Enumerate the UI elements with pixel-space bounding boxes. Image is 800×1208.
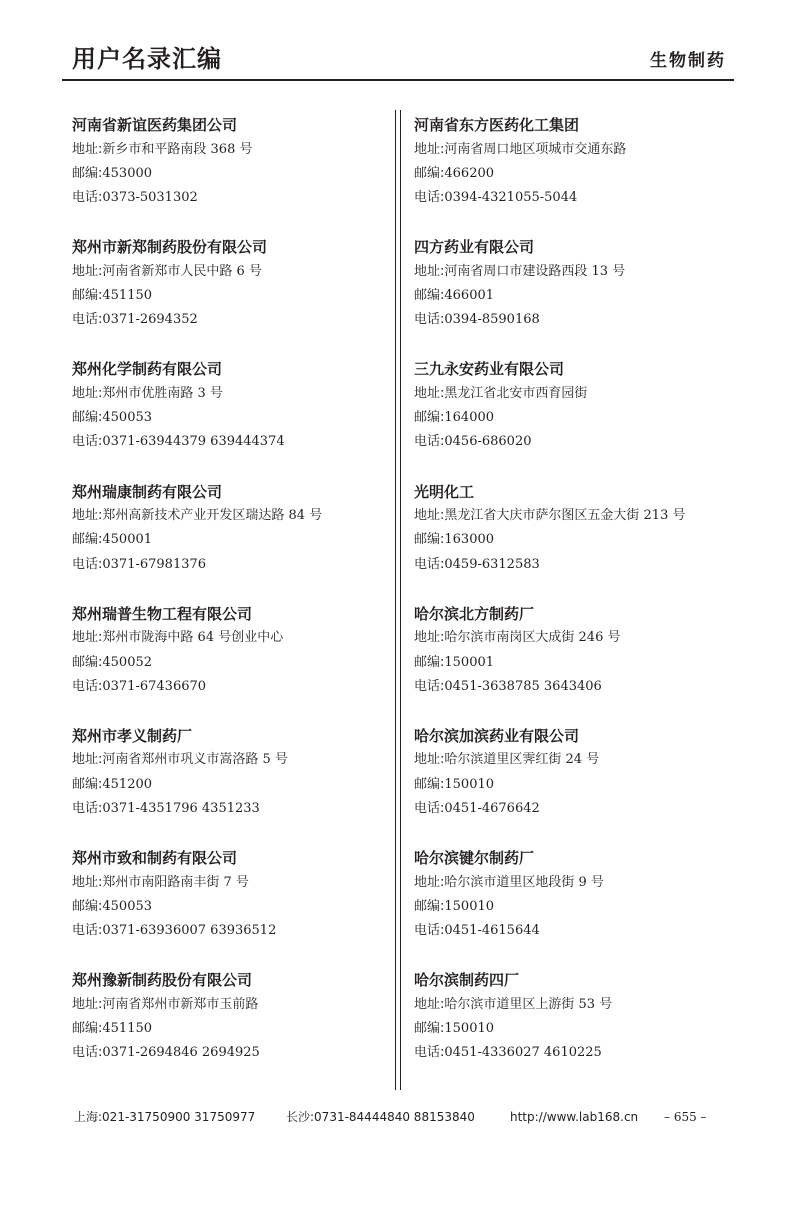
phone-line [72, 430, 392, 454]
postcode-value: 466001 [444, 287, 495, 303]
phone-line [414, 1041, 734, 1065]
page-number: – 655 – [664, 1110, 707, 1124]
postcode-label: 邮编: [72, 654, 103, 670]
address-label: 地址: [414, 141, 445, 157]
address-line [414, 382, 734, 406]
postcode-value: 450052 [102, 654, 153, 670]
phone-label: 电话: [414, 190, 445, 206]
phone-line [72, 797, 392, 821]
postcode-label: 邮编: [414, 898, 445, 914]
company-name: 哈尔滨键尔制药厂 [414, 849, 535, 868]
postcode-line [414, 895, 734, 919]
postcode-value: 164000 [444, 410, 495, 426]
address-value: 郑州市南阳路南丰街 7 号 [102, 874, 249, 890]
phone-label: 电话: [72, 923, 103, 939]
address-value: 河南省周口市建设路西段 13 号 [444, 263, 626, 279]
phone-label: 电话: [72, 1045, 103, 1061]
postcode-label: 邮编: [414, 410, 445, 426]
phone-label: 电话: [414, 434, 445, 450]
postcode-line [414, 284, 734, 308]
address-value: 哈尔滨市道里区上游街 53 号 [444, 996, 613, 1012]
postcode-label: 邮编: [414, 654, 445, 670]
address-label: 地址: [72, 385, 103, 401]
postcode-line [72, 773, 392, 797]
phone-line [72, 553, 392, 577]
address-label: 地址: [72, 263, 103, 279]
postcode-label: 邮编: [72, 776, 103, 792]
postcode-line [414, 406, 734, 430]
phone-value: 0394-8590168 [444, 312, 540, 328]
postcode-label: 邮编: [414, 532, 445, 548]
address-label: 地址: [414, 874, 445, 890]
phone-line [414, 430, 734, 454]
postcode-label: 邮编: [72, 165, 103, 181]
phone-value: 0373-5031302 [102, 190, 198, 206]
phone-line [72, 675, 392, 699]
address-line [72, 626, 392, 650]
phone-label: 电话: [414, 1045, 445, 1061]
postcode-line [72, 1017, 392, 1041]
address-label: 地址: [72, 996, 103, 1012]
company-name: 郑州化学制药有限公司 [72, 360, 223, 379]
footer-website-link[interactable]: http://www.lab168.cn [510, 1110, 639, 1124]
postcode-value: 450053 [102, 410, 153, 426]
column-divider [395, 110, 396, 1090]
phone-value: 0451-4615644 [444, 923, 540, 939]
phone-line [72, 1041, 392, 1065]
postcode-value: 451200 [102, 776, 153, 792]
address-line [414, 504, 734, 528]
company-entry [72, 480, 392, 602]
company-name: 光明化工 [414, 482, 475, 501]
address-value: 郑州高新技术产业开发区瑞达路 84 号 [102, 508, 323, 524]
phone-label: 电话: [414, 678, 445, 694]
phone-label: 电话: [72, 678, 103, 694]
company-name: 四方药业有限公司 [414, 238, 535, 257]
address-value: 郑州市陇海中路 64 号创业中心 [102, 630, 284, 646]
company-entry [414, 480, 734, 602]
phone-value: 0451-3638785 3643406 [444, 678, 602, 694]
postcode-value: 450053 [102, 898, 153, 914]
postcode-value: 150010 [444, 1021, 495, 1037]
postcode-label: 邮编: [72, 532, 103, 548]
address-line [414, 748, 734, 772]
company-name: 哈尔滨制药四厂 [414, 971, 520, 990]
address-line [72, 138, 392, 162]
phone-label: 电话: [414, 312, 445, 328]
postcode-value: 453000 [102, 165, 153, 181]
company-entry [72, 113, 392, 235]
company-name: 哈尔滨加滨药业有限公司 [414, 726, 580, 745]
company-entry [72, 357, 392, 479]
postcode-label: 邮编: [414, 776, 445, 792]
postcode-label: 邮编: [72, 1021, 103, 1037]
phone-value: 0394-4321055-5044 [444, 190, 578, 206]
company-entry [72, 846, 392, 968]
company-entry [414, 602, 734, 724]
address-line [72, 871, 392, 895]
postcode-value: 451150 [102, 1021, 153, 1037]
phone-value: 0371-2694846 2694925 [102, 1045, 260, 1061]
address-value: 黑龙江省大庆市萨尔图区五金大街 213 号 [444, 508, 686, 524]
postcode-value: 163000 [444, 532, 495, 548]
postcode-value: 150010 [444, 898, 495, 914]
postcode-value: 466200 [444, 165, 495, 181]
address-line [72, 993, 392, 1017]
phone-value: 0371-67981376 [102, 556, 207, 572]
phone-label: 电话: [414, 923, 445, 939]
phone-line [72, 919, 392, 943]
phone-value: 0456-686020 [444, 434, 532, 450]
postcode-value: 150010 [444, 776, 495, 792]
company-entry [72, 602, 392, 724]
postcode-label: 邮编: [414, 287, 445, 303]
postcode-line [414, 1017, 734, 1041]
header-rule [62, 79, 734, 81]
phone-label: 电话: [414, 801, 445, 817]
postcode-line [72, 406, 392, 430]
address-value: 新乡市和平路南段 368 号 [102, 141, 253, 157]
company-name: 郑州市孝义制药厂 [72, 726, 193, 745]
company-entry [414, 968, 734, 1090]
phone-value: 0371-63936007 63936512 [102, 923, 277, 939]
footer-shanghai-contact: 上海:021-31750900 31750977 [74, 1110, 256, 1124]
right-column [414, 113, 734, 1091]
phone-label: 电话: [72, 434, 103, 450]
phone-line [72, 186, 392, 210]
company-entry [414, 113, 734, 235]
phone-line [414, 186, 734, 210]
postcode-line [72, 895, 392, 919]
phone-label: 电话: [72, 312, 103, 328]
phone-line [414, 308, 734, 332]
company-entry [72, 235, 392, 357]
address-value: 哈尔滨道里区霁红街 24 号 [444, 752, 600, 768]
company-entry [414, 235, 734, 357]
postcode-label: 邮编: [414, 165, 445, 181]
company-entry [414, 846, 734, 968]
company-name: 河南省东方医药化工集团 [414, 116, 580, 134]
phone-line [414, 553, 734, 577]
address-label: 地址: [414, 385, 445, 401]
address-label: 地址: [414, 996, 445, 1012]
phone-label: 电话: [414, 556, 445, 572]
address-line [414, 626, 734, 650]
company-name: 郑州豫新制药股份有限公司 [72, 971, 253, 990]
postcode-line [72, 651, 392, 675]
address-value: 哈尔滨市道里区地段街 9 号 [444, 874, 604, 890]
phone-line [414, 797, 734, 821]
address-label: 地址: [414, 263, 445, 279]
address-value: 黑龙江省北安市西育园街 [444, 385, 588, 401]
section-title: 生物制药 [650, 51, 726, 71]
phone-label: 电话: [72, 556, 103, 572]
phone-value: 0371-67436670 [102, 678, 207, 694]
left-column [72, 113, 392, 1091]
postcode-line [414, 651, 734, 675]
address-label: 地址: [72, 630, 103, 646]
company-entry [414, 357, 734, 479]
phone-line [72, 308, 392, 332]
company-name: 郑州市致和制药有限公司 [72, 849, 238, 868]
postcode-line [72, 284, 392, 308]
phone-line [414, 919, 734, 943]
postcode-value: 150001 [444, 654, 495, 670]
company-name: 郑州瑞康制药有限公司 [72, 482, 223, 501]
address-line [414, 993, 734, 1017]
phone-label: 电话: [72, 190, 103, 206]
phone-value: 0459-6312583 [444, 556, 540, 572]
postcode-label: 邮编: [72, 898, 103, 914]
address-line [72, 748, 392, 772]
company-entry [414, 724, 734, 846]
address-label: 地址: [72, 141, 103, 157]
phone-value: 0451-4336027 4610225 [444, 1045, 602, 1061]
postcode-label: 邮编: [72, 410, 103, 426]
company-name: 郑州瑞普生物工程有限公司 [72, 604, 253, 623]
address-value: 河南省新郑市人民中路 6 号 [102, 263, 262, 279]
company-entry [72, 724, 392, 846]
address-value: 郑州市优胜南路 3 号 [102, 385, 223, 401]
address-label: 地址: [414, 752, 445, 768]
company-entry [72, 968, 392, 1090]
address-label: 地址: [72, 874, 103, 890]
postcode-line [72, 528, 392, 552]
address-line [414, 260, 734, 284]
address-value: 哈尔滨市南岗区大成街 246 号 [444, 630, 621, 646]
postcode-line [414, 528, 734, 552]
footer-changsha-contact: 长沙:0731-84444840 88153840 [286, 1110, 475, 1124]
company-name: 郑州市新郑制药股份有限公司 [72, 238, 268, 257]
company-name: 哈尔滨北方制药厂 [414, 604, 535, 623]
postcode-label: 邮编: [72, 287, 103, 303]
column-divider-inner [400, 110, 401, 1090]
address-line [72, 260, 392, 284]
postcode-line [414, 162, 734, 186]
postcode-label: 邮编: [414, 1021, 445, 1037]
address-line [72, 382, 392, 406]
address-label: 地址: [414, 630, 445, 646]
address-label: 地址: [72, 508, 103, 524]
postcode-line [72, 162, 392, 186]
company-name: 河南省新谊医药集团公司 [72, 116, 238, 134]
address-value: 河南省郑州市新郑市玉前路 [102, 996, 259, 1012]
address-value: 河南省郑州市巩义市嵩洛路 5 号 [102, 752, 288, 768]
phone-value: 0371-4351796 4351233 [102, 801, 260, 817]
address-label: 地址: [72, 752, 103, 768]
postcode-value: 451150 [102, 287, 153, 303]
phone-label: 电话: [72, 801, 103, 817]
address-label: 地址: [414, 508, 445, 524]
phone-value: 0371-63944379 639444374 [102, 434, 285, 450]
postcode-value: 450001 [102, 532, 153, 548]
phone-line [414, 675, 734, 699]
address-line [414, 871, 734, 895]
address-line [72, 504, 392, 528]
postcode-line [414, 773, 734, 797]
phone-value: 0451-4676642 [444, 801, 540, 817]
address-value: 河南省周口地区项城市交通东路 [444, 141, 627, 157]
company-name: 三九永安药业有限公司 [414, 360, 565, 379]
header-title: 用户名录汇编 [72, 45, 222, 73]
phone-value: 0371-2694352 [102, 312, 198, 328]
address-line [414, 138, 734, 162]
